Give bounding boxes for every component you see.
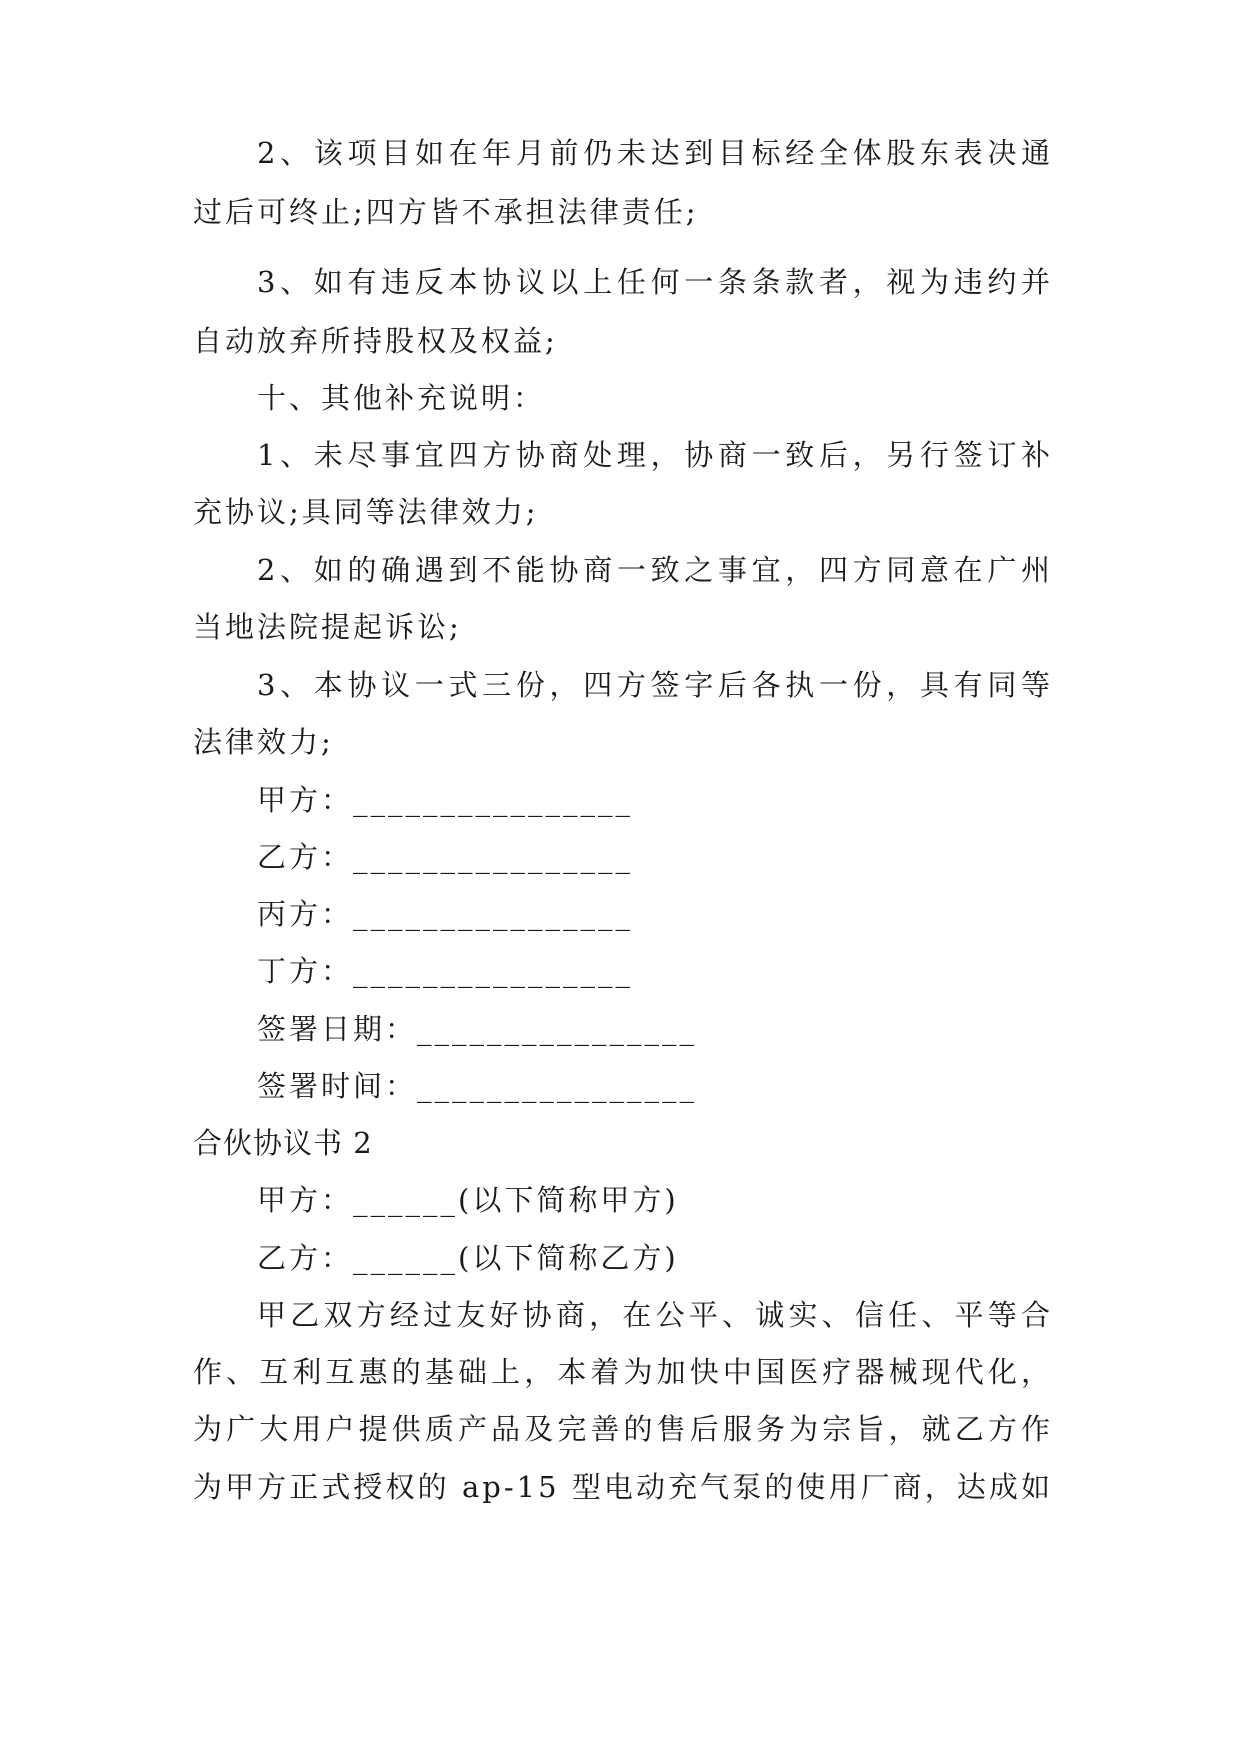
text-line: 法律效力; xyxy=(193,725,334,759)
text-line: 为甲方正式授权的 ap-15 型电动充气泵的使用厂商，达成如 xyxy=(193,1470,1053,1504)
text-line: 自动放弃所持股权及权益; xyxy=(193,324,558,358)
text-line: 1、未尽事宜四方协商处理，协商一致后，另行签订补 xyxy=(257,438,1053,472)
text-line: 作、互利互惠的基础上，本着为加快中国医疗器械现代化， xyxy=(193,1355,1053,1389)
text-line: 充协议;具同等法律效力; xyxy=(193,495,539,529)
text-line: 丙方：________________ xyxy=(257,897,634,931)
text-line: 签署时间：________________ xyxy=(257,1069,698,1103)
text-line: 当地法院提起诉讼; xyxy=(193,610,462,644)
text-line: 丁方：________________ xyxy=(257,954,634,988)
text-line: 十、其他补充说明： xyxy=(257,381,546,415)
text-line: 过后可终止;四方皆不承担法律责任; xyxy=(193,195,699,229)
text-line: 甲方：________________ xyxy=(257,783,634,817)
text-line: 2、如的确遇到不能协商一致之事宜，四方同意在广州 xyxy=(257,553,1053,587)
text-line: 甲乙双方经过友好协商，在公平、诚实、信任、平等合 xyxy=(257,1298,1053,1332)
text-line: 3、本协议一式三份，四方签字后各执一份，具有同等 xyxy=(257,668,1053,702)
text-line: 乙方：______(以下简称乙方) xyxy=(257,1241,679,1275)
text-line: 3、如有违反本协议以上任何一条条款者，视为违约并 xyxy=(257,265,1053,299)
text-line: 乙方：________________ xyxy=(257,840,634,874)
text-line: 2、该项目如在年月前仍未达到目标经全体股东表决通 xyxy=(257,136,1053,170)
text-line: 签署日期：________________ xyxy=(257,1012,698,1046)
section-heading: 合伙协议书 2 xyxy=(193,1126,373,1160)
text-line: 为广大用户提供质产品及完善的售后服务为宗旨，就乙方作 xyxy=(193,1412,1053,1446)
text-line: 甲方：______(以下简称甲方) xyxy=(257,1183,679,1217)
